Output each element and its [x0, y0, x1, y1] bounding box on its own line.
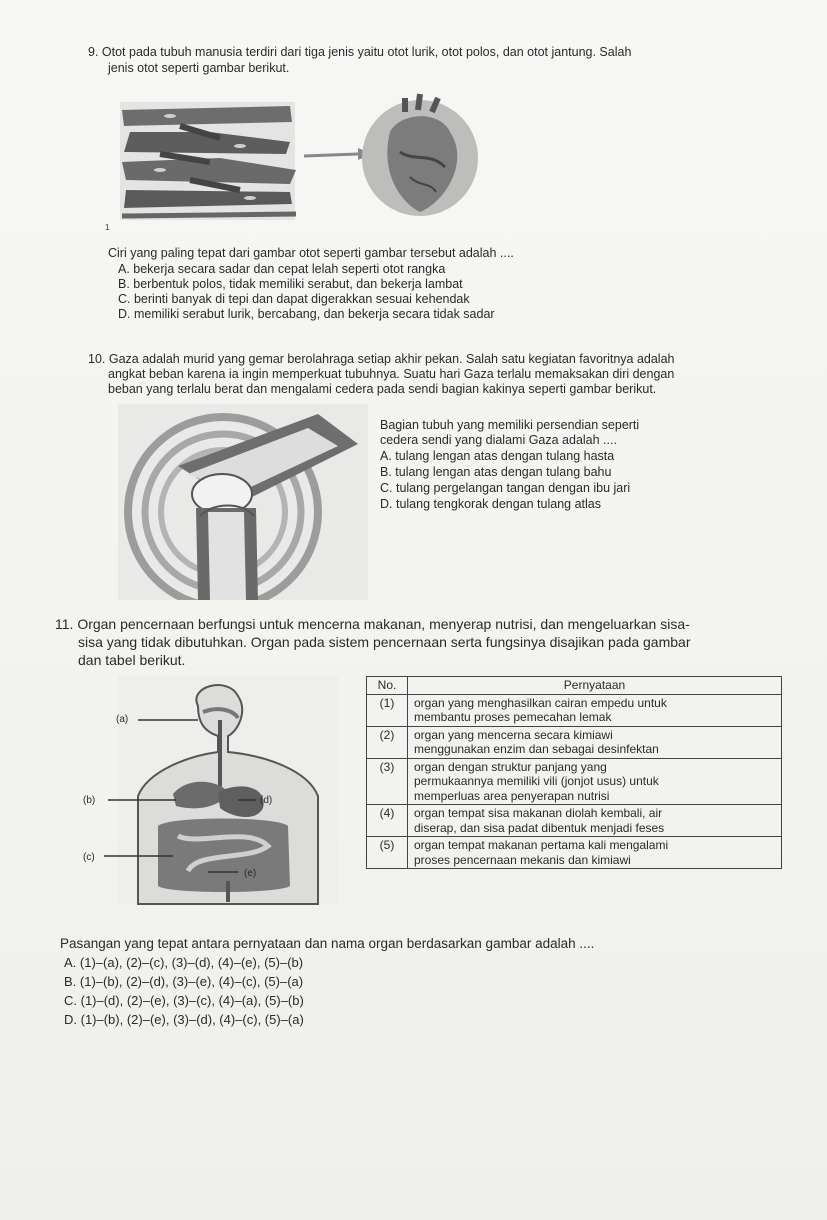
cardiac-muscle-tissue-image: [120, 102, 296, 220]
digestive-label-e: (e): [244, 868, 257, 879]
table-cell-statement: [408, 694, 782, 726]
table-cell-statement: [408, 837, 782, 869]
digestive-system-figure: [78, 676, 358, 906]
statement-line: diserap, dan sisa padat dibentuk menjadi feses: [414, 820, 665, 835]
table-header-no: No.: [367, 677, 408, 695]
q11-option-c[interactable]: C. (1)–(d), (2)–(e), (3)–(c), (4)–(a), (5)–(b): [64, 993, 304, 1008]
statement-line: organ tempat sisa makanan diolah kembali, air: [414, 806, 663, 820]
table-header-statement: Pernyataan: [408, 677, 782, 695]
statement-line: organ dengan struktur panjang yang: [414, 759, 607, 774]
q9-question: Ciri yang paling tepat dari gambar otot seperti gambar tersebut adalah ....: [108, 246, 514, 260]
q9-intro-line1: 9. Otot pada tubuh manusia terdiri dari tiga jenis yaitu otot lurik, otot polos, dan otot jantung. Salah: [88, 45, 632, 59]
table-cell-statement: [408, 758, 782, 805]
statement-line: organ yang mencerna secara kimiawi: [414, 727, 613, 742]
digestive-label-c: (c): [83, 852, 95, 863]
statement-line: menggunakan enzim dan sebagai desinfektan: [414, 742, 659, 756]
q11-option-b[interactable]: B. (1)–(b), (2)–(d), (3)–(e), (4)–(c), (5)–(a): [64, 974, 304, 989]
q10-question-line2: cedera sendi yang dialami Gaza adalah ....: [380, 433, 617, 447]
q10-intro-line3: beban yang terlalu berat dan mengalami cedera pada sendi bagian kakinya seperti gambar berikut.: [108, 382, 657, 396]
table-cell-no: (3): [367, 758, 408, 805]
figure-mark: 1: [105, 223, 110, 232]
table-cell-no: (2): [367, 726, 408, 758]
q11-option-a[interactable]: A. (1)–(a), (2)–(c), (3)–(d), (4)–(e), (5)–(b): [64, 955, 304, 970]
table-row: [367, 694, 782, 726]
table-row: [367, 837, 782, 869]
q10-option-c[interactable]: C. tulang pergelangan tangan dengan ibu jari: [380, 481, 631, 495]
table-header-row: [367, 677, 782, 695]
q10-intro-line2: angkat beban karena ia ingin memperkuat tubuhnya. Suatu hari Gaza terlalu memaksakan diri dengan: [108, 367, 675, 381]
table-cell-no: (5): [367, 837, 408, 869]
q11-option-d[interactable]: D. (1)–(b), (2)–(e), (3)–(d), (4)–(c), (5)–(a): [64, 1012, 304, 1027]
table-row: [367, 758, 782, 805]
table-cell-no: (4): [367, 805, 408, 837]
q11-intro-line1: 11. Organ pencernaan berfungsi untuk mencerna makanan, menyerap nutrisi, dan mengeluarkan sisa-: [55, 616, 690, 632]
digestive-label-b: (b): [83, 795, 96, 806]
statement-line: membantu proses pemecahan lemak: [414, 710, 612, 724]
q11-question: Pasangan yang tepat antara pernyataan dan nama organ berdasarkan gambar adalah ....: [60, 936, 595, 951]
q10-question-line1: Bagian tubuh yang memiliki persendian seperti: [380, 418, 640, 432]
digestive-label-d: (d): [260, 795, 273, 806]
table-row: [367, 726, 782, 758]
q9-option-a[interactable]: A. bekerja secara sadar dan cepat lelah seperti otot rangka: [118, 262, 446, 276]
heart-image: [362, 94, 478, 216]
q10-intro-line1: 10. Gaza adalah murid yang gemar berolahraga setiap akhir pekan. Salah satu kegiatan favoritnya adalah: [88, 352, 675, 366]
statement-line: organ tempat makanan pertama kali mengalami: [414, 838, 669, 852]
q11-intro-line2: sisa yang tidak dibutuhkan. Organ pada sistem pencernaan serta fungsinya disajikan pada gambar: [78, 634, 691, 650]
q10-option-b[interactable]: B. tulang lengan atas dengan tulang bahu: [380, 465, 612, 479]
digestive-label-a: (a): [116, 714, 129, 725]
table-cell-statement: [408, 805, 782, 837]
q9-option-c[interactable]: C. berinti banyak di tepi dan dapat digerakkan sesuai kehendak: [118, 292, 470, 306]
q10-option-d[interactable]: D. tulang tengkorak dengan tulang atlas: [380, 497, 601, 511]
knee-joint-figure: [118, 404, 368, 600]
muscle-figure: [100, 92, 480, 232]
q10-option-a[interactable]: A. tulang lengan atas dengan tulang hasta: [380, 449, 615, 463]
q9-option-d[interactable]: D. memiliki serabut lurik, bercabang, dan bekerja secara tidak sadar: [118, 307, 495, 321]
q9-option-b[interactable]: B. berbentuk polos, tidak memiliki serabut, dan bekerja lambat: [118, 277, 463, 291]
statement-line: proses pencernaan mekanis dan kimiawi: [414, 852, 631, 867]
statement-line: organ yang menghasilkan cairan empedu untuk: [414, 695, 667, 710]
table-cell-statement: [408, 726, 782, 758]
organ-statement-table: [366, 676, 782, 869]
table-row: [367, 805, 782, 837]
q11-intro-line3: dan tabel berikut.: [78, 652, 186, 668]
statement-line: memperluas area penyerapan nutrisi: [414, 788, 610, 803]
q9-intro-line2: jenis otot seperti gambar berikut.: [108, 61, 290, 75]
table-cell-no: (1): [367, 694, 408, 726]
arrow-icon: [304, 148, 372, 160]
statement-line: permukaannya memiliki vili (jonjot usus) untuk: [414, 774, 659, 788]
